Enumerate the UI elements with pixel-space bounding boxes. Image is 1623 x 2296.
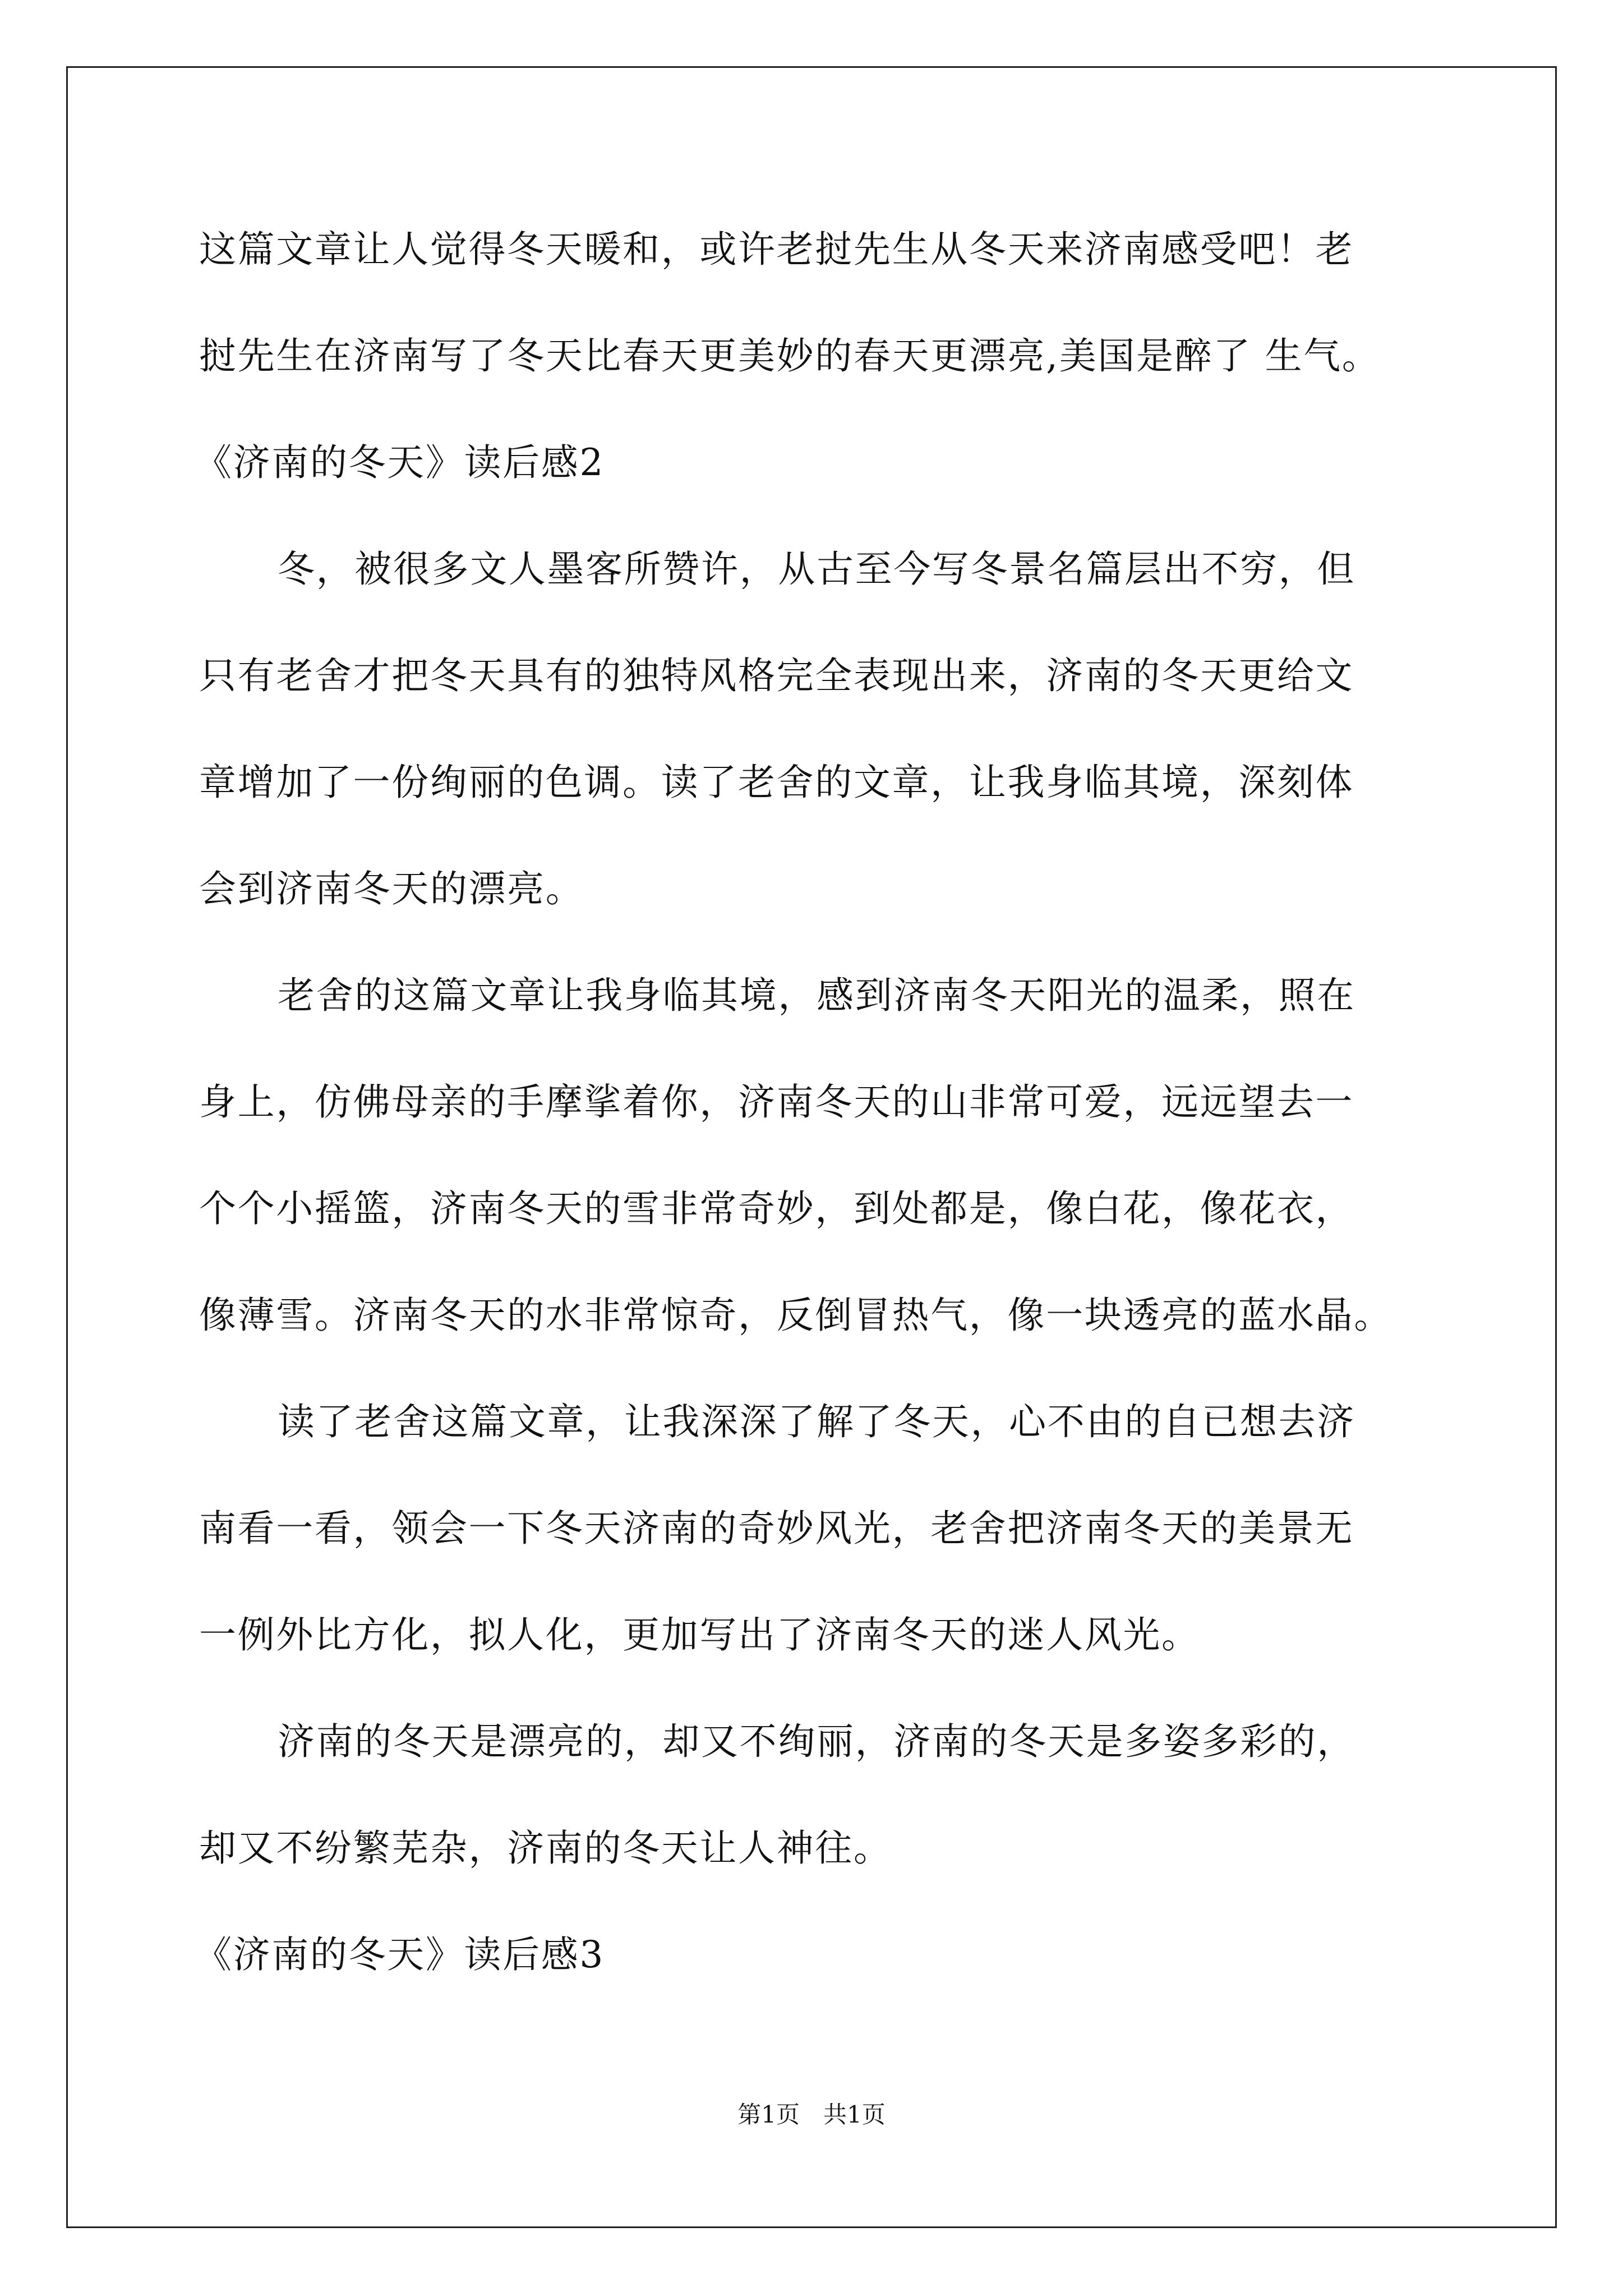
paragraph-line: 个个小摇篮，济南冬天的雪非常奇妙，到处都是，像白花，像花衣， (199, 1187, 1354, 1230)
paragraph-line: 老舍的这篇文章让我身临其境，感到济南冬天阳光的温柔，照在 (278, 974, 1355, 1017)
section-heading: 《济南的冬天》读后感3 (195, 1933, 605, 1976)
paragraph-line: 只有老舍才把冬天具有的独特风格完全表现出来，济南的冬天更给文 (199, 654, 1354, 697)
paragraph-line: 章增加了一份绚丽的色调。读了老舍的文章，让我身临其境，深刻体 (199, 761, 1354, 804)
paragraph-line: 像薄雪。济南冬天的水非常惊奇，反倒冒热气，像一块透亮的蓝水晶。 (199, 1294, 1393, 1337)
paragraph-line: 这篇文章让人觉得冬天暖和，或许老挝先生从冬天来济南感受吧！老 (199, 228, 1354, 271)
document-body (195, 216, 1489, 2028)
paragraph-line: 却又不纷繁芜杂，济南的冬天让人神往。 (199, 1826, 892, 1870)
paragraph-line: 济南的冬天是漂亮的，却又不绚丽，济南的冬天是多姿多彩的， (278, 1720, 1355, 1763)
paragraph-line: 身上，仿佛母亲的手摩挲着你，济南冬天的山非常可爱，远远望去一 (199, 1080, 1354, 1124)
paragraph-line: 一例外比方化，拟人化，更加写出了济南冬天的迷人风光。 (199, 1613, 1200, 1657)
paragraph-line: 会到济南冬天的漂亮。 (199, 867, 584, 910)
paragraph-line: 挝先生在济南写了冬天比春天更美妙的春天更漂亮,美国是醉了 生气。 (199, 334, 1381, 378)
paragraph-line: 南看一看，领会一下冬天济南的奇妙风光，老舍把济南冬天的美景无 (199, 1507, 1354, 1550)
paragraph-line: 读了老舍这篇文章，让我深深了解了冬天，心不由的自已想去济 (278, 1400, 1355, 1443)
page-number: 第1页 共1页 (737, 2101, 886, 2128)
paragraph-line: 冬，被很多文人墨客所赞许，从古至今写冬景名篇层出不穷，但 (278, 547, 1355, 591)
section-heading: 《济南的冬天》读后感2 (195, 441, 605, 484)
